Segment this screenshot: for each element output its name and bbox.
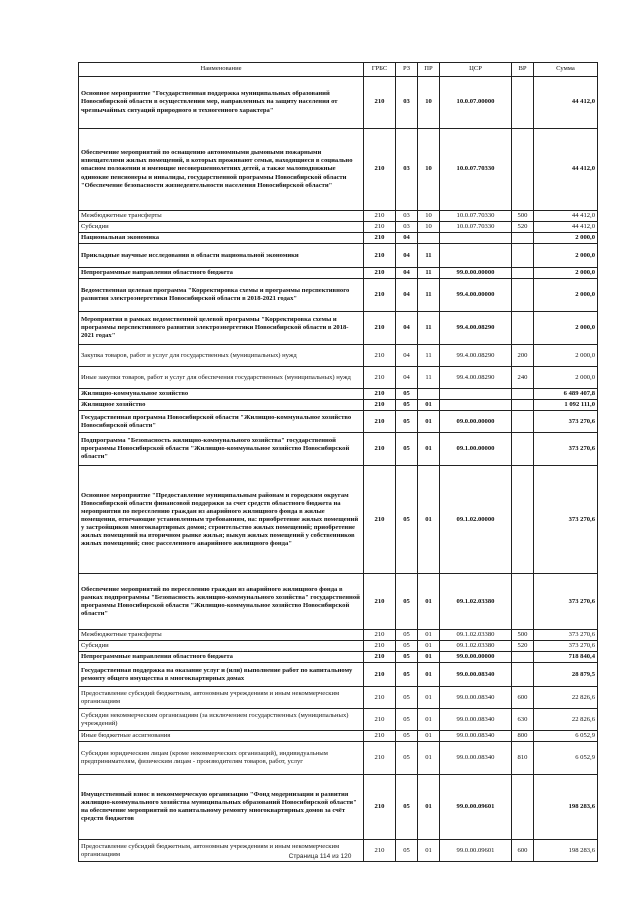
row-csr-cell: 99.0.00.00000 bbox=[440, 652, 512, 663]
row-csr-cell: 99.4.00.00000 bbox=[440, 279, 512, 312]
row-sum-cell: 44 412,0 bbox=[534, 77, 598, 129]
row-vr-cell: 500 bbox=[512, 630, 534, 641]
row-grbs-cell: 210 bbox=[364, 663, 396, 687]
row-name-cell: Субсидии юридическим лицам (кроме некоммерческих организаций), индивидуальным предпринимателям, физическим лицам - производителям товаров, работ, услуг bbox=[79, 742, 364, 775]
table-row bbox=[79, 641, 598, 652]
row-name-cell: Жилищно-коммунальное хозяйство bbox=[79, 389, 364, 400]
row-csr-cell: 09.1.02.03380 bbox=[440, 574, 512, 630]
row-vr-cell: 630 bbox=[512, 709, 534, 731]
row-rz-cell: 04 bbox=[396, 279, 418, 312]
row-pr-cell: 01 bbox=[418, 466, 440, 574]
row-pr-cell: 11 bbox=[418, 345, 440, 367]
row-vr-cell: 600 bbox=[512, 840, 534, 862]
table-row bbox=[79, 433, 598, 466]
row-vr-cell bbox=[512, 411, 534, 433]
row-grbs-cell: 210 bbox=[364, 279, 396, 312]
row-rz-cell: 04 bbox=[396, 345, 418, 367]
table-row bbox=[79, 77, 598, 129]
row-sum-cell: 1 092 111,0 bbox=[534, 400, 598, 411]
row-grbs-cell: 210 bbox=[364, 345, 396, 367]
table-row bbox=[79, 367, 598, 389]
row-vr-cell: 800 bbox=[512, 731, 534, 742]
row-vr-cell: 520 bbox=[512, 222, 534, 233]
row-rz-cell: 04 bbox=[396, 367, 418, 389]
row-csr-cell: 09.1.02.03380 bbox=[440, 630, 512, 641]
row-sum-cell: 373 270,6 bbox=[534, 574, 598, 630]
row-pr-cell: 11 bbox=[418, 367, 440, 389]
row-pr-cell: 01 bbox=[418, 687, 440, 709]
row-name-cell: Предоставление субсидий бюджетным, автономным учреждениям и иным некоммерческим организациям bbox=[79, 840, 364, 862]
row-vr-cell bbox=[512, 433, 534, 466]
row-pr-cell: 01 bbox=[418, 742, 440, 775]
row-vr-cell bbox=[512, 400, 534, 411]
row-name-cell: Государственная поддержка на оказание услуг и (или) выполнение работ по капитальному ремонту общего имущества в многоквартирных домах bbox=[79, 663, 364, 687]
table-row bbox=[79, 244, 598, 268]
row-rz-cell: 05 bbox=[396, 709, 418, 731]
row-csr-cell bbox=[440, 400, 512, 411]
table-row bbox=[79, 466, 598, 574]
row-grbs-cell: 210 bbox=[364, 775, 396, 840]
row-vr-cell bbox=[512, 663, 534, 687]
row-grbs-cell: 210 bbox=[364, 77, 396, 129]
row-grbs-cell: 210 bbox=[364, 367, 396, 389]
table-row bbox=[79, 731, 598, 742]
row-rz-cell: 05 bbox=[396, 411, 418, 433]
row-rz-cell: 04 bbox=[396, 244, 418, 268]
row-grbs-cell: 210 bbox=[364, 268, 396, 279]
row-vr-cell: 240 bbox=[512, 367, 534, 389]
row-sum-cell: 198 283,6 bbox=[534, 840, 598, 862]
row-sum-cell: 373 270,6 bbox=[534, 411, 598, 433]
row-name-cell: Непрограммные направления областного бюджета bbox=[79, 652, 364, 663]
row-vr-cell bbox=[512, 775, 534, 840]
table-row bbox=[79, 652, 598, 663]
row-vr-cell: 500 bbox=[512, 211, 534, 222]
row-pr-cell: 11 bbox=[418, 279, 440, 312]
row-pr-cell: 10 bbox=[418, 222, 440, 233]
table-row bbox=[79, 574, 598, 630]
row-sum-cell: 198 283,6 bbox=[534, 775, 598, 840]
row-pr-cell: 01 bbox=[418, 663, 440, 687]
col-header-grbs: ГРБС bbox=[364, 63, 396, 77]
row-rz-cell: 05 bbox=[396, 433, 418, 466]
row-rz-cell: 05 bbox=[396, 775, 418, 840]
row-sum-cell: 22 826,6 bbox=[534, 687, 598, 709]
row-pr-cell: 01 bbox=[418, 840, 440, 862]
row-pr-cell: 11 bbox=[418, 268, 440, 279]
row-sum-cell: 2 000,0 bbox=[534, 233, 598, 244]
row-grbs-cell: 210 bbox=[364, 389, 396, 400]
row-grbs-cell: 210 bbox=[364, 433, 396, 466]
row-csr-cell bbox=[440, 244, 512, 268]
row-name-cell: Субсидии некоммерческим организациям (за исключением государственных (муниципальных) учреждений) bbox=[79, 709, 364, 731]
table-row bbox=[79, 775, 598, 840]
row-rz-cell: 05 bbox=[396, 574, 418, 630]
row-pr-cell: 01 bbox=[418, 652, 440, 663]
row-vr-cell bbox=[512, 244, 534, 268]
row-grbs-cell: 210 bbox=[364, 641, 396, 652]
row-csr-cell: 99.0.00.08340 bbox=[440, 709, 512, 731]
table-header-row bbox=[79, 63, 598, 77]
row-rz-cell: 05 bbox=[396, 641, 418, 652]
row-rz-cell: 03 bbox=[396, 129, 418, 211]
row-rz-cell: 05 bbox=[396, 389, 418, 400]
row-vr-cell: 810 bbox=[512, 742, 534, 775]
table-row bbox=[79, 312, 598, 345]
row-vr-cell bbox=[512, 652, 534, 663]
row-pr-cell: 10 bbox=[418, 129, 440, 211]
table-row bbox=[79, 345, 598, 367]
row-pr-cell: 11 bbox=[418, 312, 440, 345]
row-vr-cell bbox=[512, 129, 534, 211]
row-csr-cell: 99.0.00.08340 bbox=[440, 687, 512, 709]
row-pr-cell: 11 bbox=[418, 244, 440, 268]
row-name-cell: Иные закупки товаров, работ и услуг для обеспечения государственных (муниципальных) нужд bbox=[79, 367, 364, 389]
row-name-cell: Иные бюджетные ассигнования bbox=[79, 731, 364, 742]
row-rz-cell: 05 bbox=[396, 840, 418, 862]
row-rz-cell: 05 bbox=[396, 630, 418, 641]
row-name-cell: Обеспечение мероприятий по переселению граждан из аварийного жилищного фонда в рамках подпрограммы "Безопасность жилищно-коммунального хозяйства" государственной программы Новосибирской области "Жилищно-коммунальное хозяйство Новосибирской области" bbox=[79, 574, 364, 630]
table-row bbox=[79, 663, 598, 687]
row-grbs-cell: 210 bbox=[364, 709, 396, 731]
row-pr-cell bbox=[418, 233, 440, 244]
row-grbs-cell: 210 bbox=[364, 400, 396, 411]
row-name-cell: Предоставление субсидий бюджетным, автономным учреждениям и иным некоммерческим организациям bbox=[79, 687, 364, 709]
row-sum-cell: 22 826,6 bbox=[534, 709, 598, 731]
row-pr-cell: 01 bbox=[418, 574, 440, 630]
budget-table bbox=[78, 62, 598, 862]
row-pr-cell: 01 bbox=[418, 731, 440, 742]
table-row bbox=[79, 411, 598, 433]
table-row bbox=[79, 233, 598, 244]
row-rz-cell: 04 bbox=[396, 312, 418, 345]
row-name-cell: Межбюджетные трансферты bbox=[79, 211, 364, 222]
row-rz-cell: 05 bbox=[396, 652, 418, 663]
row-name-cell: Непрограммные направления областного бюджета bbox=[79, 268, 364, 279]
row-sum-cell: 718 840,4 bbox=[534, 652, 598, 663]
row-grbs-cell: 210 bbox=[364, 731, 396, 742]
row-sum-cell: 373 270,6 bbox=[534, 433, 598, 466]
row-name-cell: Субсидии bbox=[79, 641, 364, 652]
col-header-name: Наименование bbox=[79, 63, 364, 77]
row-csr-cell bbox=[440, 233, 512, 244]
row-rz-cell: 05 bbox=[396, 400, 418, 411]
table-row bbox=[79, 129, 598, 211]
row-name-cell: Закупка товаров, работ и услуг для государственных (муниципальных) нужд bbox=[79, 345, 364, 367]
row-sum-cell: 44 412,0 bbox=[534, 222, 598, 233]
row-sum-cell: 2 000,0 bbox=[534, 345, 598, 367]
row-csr-cell: 99.0.00.08340 bbox=[440, 731, 512, 742]
row-rz-cell: 05 bbox=[396, 731, 418, 742]
table-row bbox=[79, 222, 598, 233]
row-pr-cell: 01 bbox=[418, 411, 440, 433]
row-vr-cell bbox=[512, 574, 534, 630]
row-rz-cell: 05 bbox=[396, 742, 418, 775]
row-sum-cell: 44 412,0 bbox=[534, 129, 598, 211]
row-pr-cell: 01 bbox=[418, 630, 440, 641]
row-csr-cell: 10.0.07.70330 bbox=[440, 129, 512, 211]
table-row bbox=[79, 687, 598, 709]
row-pr-cell bbox=[418, 389, 440, 400]
row-sum-cell: 2 000,0 bbox=[534, 279, 598, 312]
page-footer: Страница 114 из 120 bbox=[288, 853, 352, 860]
row-name-cell: Прикладные научные исследования в области национальной экономики bbox=[79, 244, 364, 268]
table-row bbox=[79, 211, 598, 222]
row-name-cell: Мероприятия в рамках ведомственной целевой программы "Корректировка схемы и программы перспективного развития электроэнергетики Новосибирской области в 2018-2021 годах" bbox=[79, 312, 364, 345]
row-sum-cell: 6 052,9 bbox=[534, 742, 598, 775]
row-vr-cell bbox=[512, 268, 534, 279]
col-header-csr: ЦСР bbox=[440, 63, 512, 77]
row-name-cell: Межбюджетные трансферты bbox=[79, 630, 364, 641]
row-vr-cell bbox=[512, 466, 534, 574]
row-grbs-cell: 210 bbox=[364, 211, 396, 222]
row-csr-cell: 09.1.02.03380 bbox=[440, 641, 512, 652]
row-grbs-cell: 210 bbox=[364, 312, 396, 345]
row-csr-cell: 99.4.00.08290 bbox=[440, 345, 512, 367]
table-row bbox=[79, 742, 598, 775]
row-name-cell: Имущественный взнос в некоммерческую организацию "Фонд модернизации и развития жилищно-коммунального хозяйства муниципальных образований Новосибирской области" на обеспечение мероприятий по капитальному ремонту многоквартирных домов за счёт средств бюджетов bbox=[79, 775, 364, 840]
row-vr-cell bbox=[512, 389, 534, 400]
table-row bbox=[79, 709, 598, 731]
table-row bbox=[79, 279, 598, 312]
row-name-cell: Национальная экономика bbox=[79, 233, 364, 244]
row-csr-cell: 99.0.00.08340 bbox=[440, 663, 512, 687]
row-grbs-cell: 210 bbox=[364, 129, 396, 211]
row-name-cell: Основное мероприятие "Предоставление муниципальным районам и городским округам Новосибирской области финансовой поддержки за счет средств областного бюджета на мероприятия по переселению граждан из аварийного жилищного фонда в жилые помещения, отвечающие установленным требованиям, на: приобретение жилых помещений у застройщиков многоквартирных домов; строительство жилых помещений; приобретение жилых помещений на вторичном рынке жилья; выкуп жилых помещений у собственников жилых помещений; снос расселенного аварийного жилищного фонда" bbox=[79, 466, 364, 574]
row-name-cell: Субсидии bbox=[79, 222, 364, 233]
row-grbs-cell: 210 bbox=[364, 742, 396, 775]
row-vr-cell bbox=[512, 279, 534, 312]
row-grbs-cell: 210 bbox=[364, 233, 396, 244]
col-header-rz: РЗ bbox=[396, 63, 418, 77]
row-csr-cell bbox=[440, 389, 512, 400]
row-pr-cell: 10 bbox=[418, 77, 440, 129]
row-rz-cell: 03 bbox=[396, 77, 418, 129]
row-pr-cell: 01 bbox=[418, 709, 440, 731]
row-csr-cell: 10.0.07.70330 bbox=[440, 211, 512, 222]
row-grbs-cell: 210 bbox=[364, 687, 396, 709]
row-vr-cell bbox=[512, 312, 534, 345]
row-name-cell: Жилищное хозяйство bbox=[79, 400, 364, 411]
table-body bbox=[79, 77, 598, 862]
row-csr-cell: 09.1.02.00000 bbox=[440, 466, 512, 574]
row-name-cell: Основное мероприятие "Государственная поддержка муниципальных образований Новосибирской области в осуществлении мер, направленных на защиту населения от чрезвычайных ситуаций природного и техногенного характера" bbox=[79, 77, 364, 129]
row-grbs-cell: 210 bbox=[364, 630, 396, 641]
row-name-cell: Подпрограмма "Безопасность жилищно-коммунального хозяйства" государственной программы Новосибирской области "Жилищно-коммунальное хозяйство Новосибирской области" bbox=[79, 433, 364, 466]
table-row bbox=[79, 630, 598, 641]
row-name-cell: Ведомственная целевая программа "Корректировка схемы и программы перспективного развития электроэнергетики Новосибирской области в 2018-2021 годах" bbox=[79, 279, 364, 312]
row-sum-cell: 2 000,0 bbox=[534, 244, 598, 268]
row-sum-cell: 373 270,6 bbox=[534, 641, 598, 652]
row-csr-cell: 99.0.00.00000 bbox=[440, 268, 512, 279]
row-rz-cell: 05 bbox=[396, 466, 418, 574]
row-csr-cell: 10.0.07.70330 bbox=[440, 222, 512, 233]
row-csr-cell: 99.0.00.08340 bbox=[440, 742, 512, 775]
row-vr-cell bbox=[512, 77, 534, 129]
row-name-cell: Государственная программа Новосибирской области "Жилищно-коммунальное хозяйство Новосибирской области" bbox=[79, 411, 364, 433]
row-rz-cell: 03 bbox=[396, 222, 418, 233]
row-sum-cell: 6 052,9 bbox=[534, 731, 598, 742]
row-sum-cell: 6 489 407,8 bbox=[534, 389, 598, 400]
row-sum-cell: 373 270,6 bbox=[534, 630, 598, 641]
row-sum-cell: 28 879,5 bbox=[534, 663, 598, 687]
row-rz-cell: 04 bbox=[396, 268, 418, 279]
col-header-sum: Сумма bbox=[534, 63, 598, 77]
row-grbs-cell: 210 bbox=[364, 244, 396, 268]
row-pr-cell: 01 bbox=[418, 433, 440, 466]
row-rz-cell: 05 bbox=[396, 663, 418, 687]
row-sum-cell: 2 000,0 bbox=[534, 367, 598, 389]
row-sum-cell: 2 000,0 bbox=[534, 312, 598, 345]
col-header-vr: ВР bbox=[512, 63, 534, 77]
col-header-pr: ПР bbox=[418, 63, 440, 77]
row-sum-cell: 44 412,0 bbox=[534, 211, 598, 222]
row-grbs-cell: 210 bbox=[364, 574, 396, 630]
row-sum-cell: 2 000,0 bbox=[534, 268, 598, 279]
row-csr-cell: 99.4.00.08290 bbox=[440, 312, 512, 345]
row-pr-cell: 10 bbox=[418, 211, 440, 222]
row-grbs-cell: 210 bbox=[364, 411, 396, 433]
table-row bbox=[79, 389, 598, 400]
row-grbs-cell: 210 bbox=[364, 222, 396, 233]
row-vr-cell bbox=[512, 233, 534, 244]
row-csr-cell: 99.0.00.09601 bbox=[440, 775, 512, 840]
row-pr-cell: 01 bbox=[418, 641, 440, 652]
row-csr-cell: 99.4.00.08290 bbox=[440, 367, 512, 389]
row-grbs-cell: 210 bbox=[364, 466, 396, 574]
row-vr-cell: 520 bbox=[512, 641, 534, 652]
table-row bbox=[79, 400, 598, 411]
table-row bbox=[79, 268, 598, 279]
row-rz-cell: 05 bbox=[396, 687, 418, 709]
row-grbs-cell: 210 bbox=[364, 652, 396, 663]
row-pr-cell: 01 bbox=[418, 400, 440, 411]
row-csr-cell: 09.0.00.00000 bbox=[440, 411, 512, 433]
row-csr-cell: 99.0.00.09601 bbox=[440, 840, 512, 862]
row-grbs-cell: 210 bbox=[364, 840, 396, 862]
row-vr-cell: 200 bbox=[512, 345, 534, 367]
row-vr-cell: 600 bbox=[512, 687, 534, 709]
row-name-cell: Обеспечение мероприятий по оснащению автономными дымовыми пожарными извещателями жилых помещений, в которых проживают семьи, находящиеся в социально опасном положении и имеющие несовершеннолетних детей, а также малоподвижные одинокие пенсионеры и инвалиды, государственной программы Новосибирской области "Обеспечение безопасности жизнедеятельности населения Новосибирской области" bbox=[79, 129, 364, 211]
row-csr-cell: 10.0.07.00000 bbox=[440, 77, 512, 129]
row-rz-cell: 04 bbox=[396, 233, 418, 244]
row-csr-cell: 09.1.00.00000 bbox=[440, 433, 512, 466]
row-pr-cell: 01 bbox=[418, 775, 440, 840]
row-sum-cell: 373 270,6 bbox=[534, 466, 598, 574]
row-rz-cell: 03 bbox=[396, 211, 418, 222]
